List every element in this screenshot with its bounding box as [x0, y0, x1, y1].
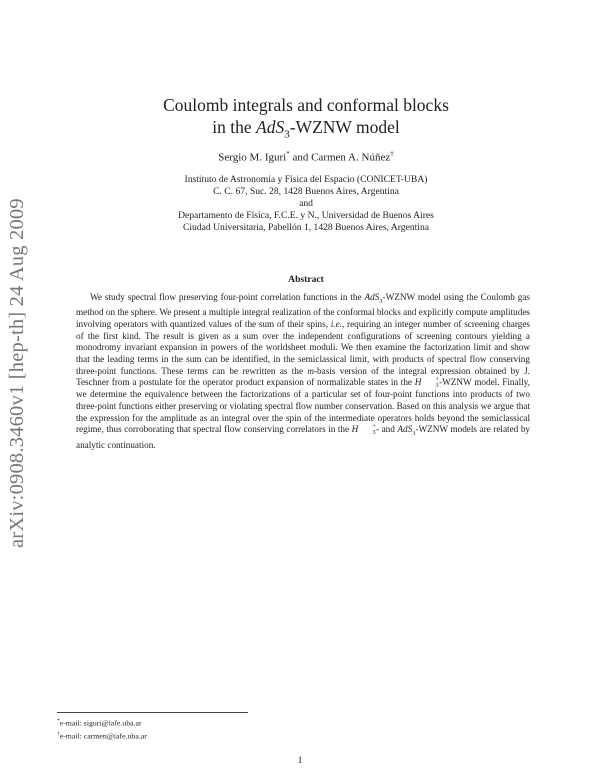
abstract-math-sub: 3 — [435, 382, 439, 390]
abstract-math: m — [307, 365, 314, 376]
abstract-math: AdS — [397, 424, 413, 435]
affiliation-line: Instituto de Astronomía y Física del Espacio (CONICET-UBA) — [184, 174, 428, 185]
abstract-math: H — [414, 377, 422, 388]
footnote-mark: † — [57, 731, 60, 738]
title-line-2-suffix: -WZNW model — [289, 117, 400, 137]
title-line-2-prefix: in the — [212, 117, 257, 137]
title-math-ads: AdS — [256, 117, 285, 137]
abstract-math-sub: 3 — [372, 429, 376, 437]
page-number: 1 — [297, 755, 303, 766]
author-2-mark: † — [390, 150, 394, 158]
abstract-math-sub: 3 — [379, 297, 383, 305]
abstract-math-scripts — [358, 424, 376, 436]
abstract-segment: , requiring an integer number of screening charges of the first kind. The result is given as a sum over the independent configurations of screening contours yielding a monodromy invariant expansion in powers of the worldsheet moduli. We then examine the factorization limit and show that the leading terms in the sum can be identified, in the semiclassical limit, with products of spectral flow conserving three-point functions. These terms can be rewritten as the — [76, 319, 531, 376]
abstract-math-sub: 3 — [412, 430, 416, 438]
abstract-math: H — [351, 424, 359, 435]
footnote-2 — [57, 729, 147, 742]
footnote-email: e-mail: carmen@iafe.uba.ar — [59, 731, 147, 741]
abstract-segment: -basis version of the integral expression obtained by J. Teschner from a postulate for the operator product expansion of normalizable states in the — [76, 365, 530, 388]
abstract-segment: -WZNW model. Finally, we determine the equivalence between the factorizations of a particular set of four-point functions into products of two three-point functions either preserving or violating spectral flow number conservation. Based on this analysis we argue that the expression for the amplitude as an integral over the spin of the intermediate operators holds beyond the semiclassical regime, thus corroborating that spectral flow conserving correlators in the — [76, 377, 531, 435]
abstract-italic: i.e. — [330, 319, 342, 330]
footnote-1 — [57, 716, 147, 729]
footnote-mark: * — [57, 718, 60, 724]
abstract-segment: -WZNW models are related by analytic continuation. — [76, 424, 531, 450]
abstract-heading: Abstract — [288, 274, 324, 285]
affiliation-line: and — [299, 198, 313, 210]
abstract-math-sup: + — [372, 423, 376, 431]
abstract-math-sup: + — [435, 376, 440, 384]
title-line-2 — [90, 116, 522, 146]
title-line-1: Coulomb integrals and conformal blocks — [163, 95, 449, 115]
abstract-segment: - and — [375, 424, 398, 435]
abstract-text — [76, 292, 530, 452]
affiliation-line: Departamento de Física, F.C.E. y N., Universidad de Buenos Aires — [178, 210, 434, 222]
footnotes — [57, 716, 147, 742]
authors — [90, 150, 522, 164]
author-1-mark: * — [286, 150, 290, 158]
author-conjunction: and — [289, 151, 312, 164]
title-math-sub: 3 — [284, 128, 290, 141]
arxiv-identifier: arXiv:0908.3460v1 [hep-th] 24 Aug 2009 — [6, 198, 28, 548]
affiliation-line: C. C. 67, Suc. 28, 1428 Buenos Aires, Argentina — [213, 186, 399, 198]
footnote-email: e-mail: siguri@iafe.uba.ar — [59, 718, 142, 728]
abstract-math-scripts — [421, 377, 439, 389]
footnote-rule — [57, 712, 248, 713]
paper-title — [90, 94, 522, 146]
author-1: Sergio M. Iguri — [218, 151, 287, 164]
affiliations — [90, 174, 522, 234]
abstract-segment: We study spectral flow preserving four-point correlation functions in the — [90, 292, 365, 302]
abstract-math: AdS — [364, 292, 380, 302]
affiliation-line: Ciudad Universitaria, Pabellón 1, 1428 Buenos Aires, Argentina — [182, 222, 430, 234]
author-2: Carmen A. Núñez — [311, 151, 391, 164]
abstract-segment: -WZNW model using the Coulomb gas method on the sphere. We present a multiple integral realization of the conformal blocks and explicitly compute amplitudes involving operators with quantized values of the sum of their spins, — [76, 292, 531, 330]
